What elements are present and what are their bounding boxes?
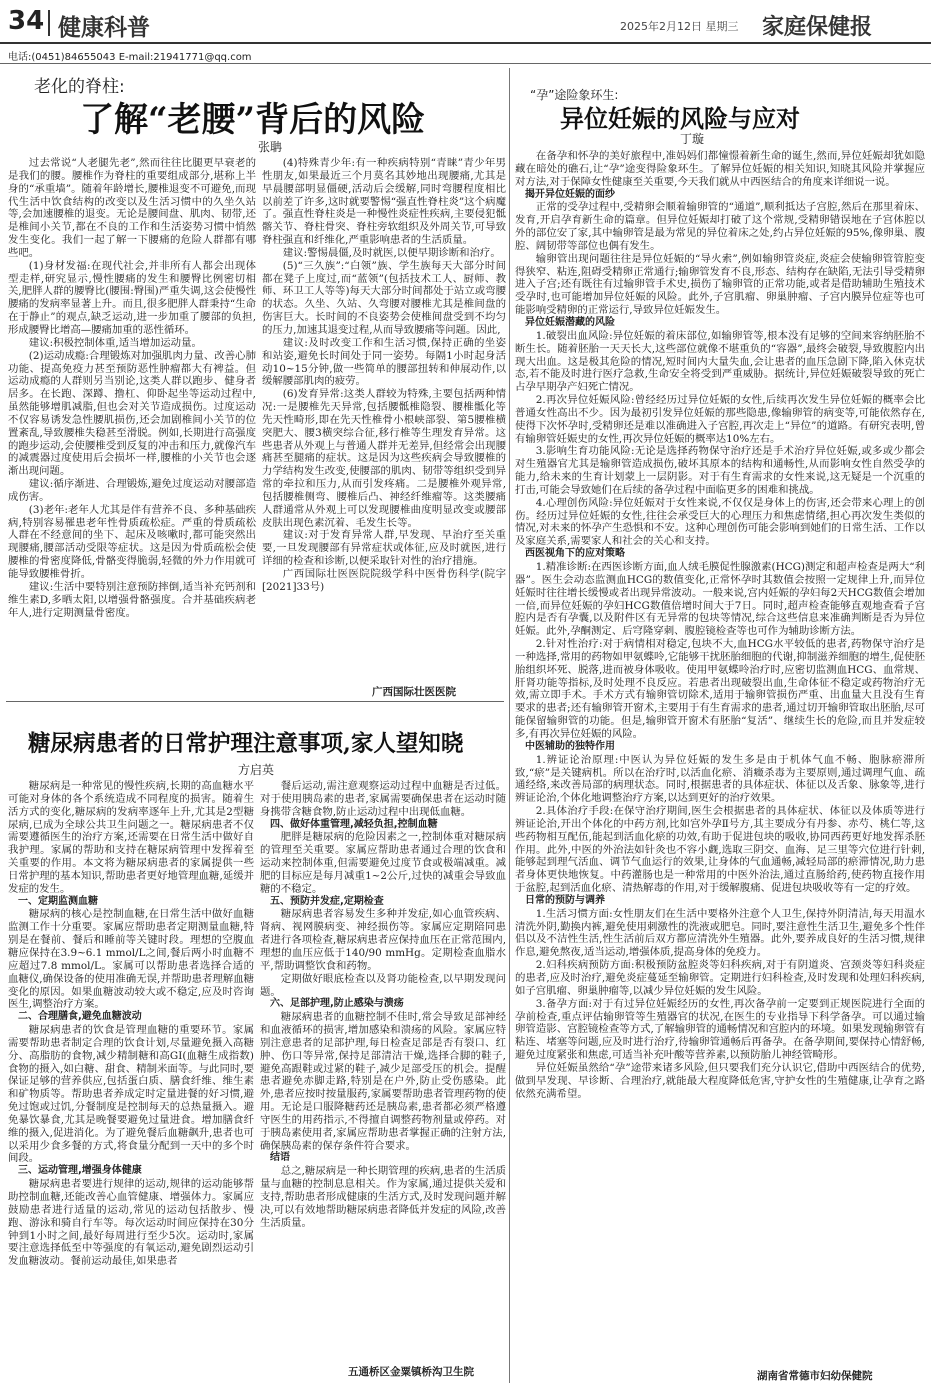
paragraph: 1.辨证论治原理:中医认为异位妊娠的发生多是由于机体气血不畅、胞脉瘀滞所致,“瘀”是关键病机。所以在治疗时,以活血化瘀、消癥杀毒为主要原则,通过调理气血、疏通经络,来改善局部的病理状态。同时,根据患者的具体症状、体征以及舌象、脉象等,进行辨证论治,个体化地调整治疗方案,以达到更好的治疗效果。 [515, 753, 925, 805]
subheading: 四、做好体重管理,减轻负担,控制血糖 [270, 818, 438, 830]
article1-paragraph: 建议:生活中要特别注意预防摔倒,适当补充钙剂和维生素D,多晒太阳,以增强骨骼强度。合并基础疾病老年人,进行定期测量骨密度。 [8, 580, 256, 619]
article1-paragraph: 建议:循序渐进、合理锻炼,避免过度运动对腰部造成伤害。 [8, 478, 256, 503]
subheading: 一、定期监测血糖 [18, 895, 98, 907]
article1-paragraph: 建议:及时改变工作和生活习惯,保持正确的坐姿和站姿,避免长时间处于同一姿势。每隔1小时起身活动10~15分钟,做一些简单的腰部扭转和伸展动作,以缓解腰部肌肉的疲劳。 [262, 336, 506, 388]
paragraph: 1.破裂出血风险:异位妊娠的着床部位,如输卵管等,根本没有足够的空间来容纳胚胎不断生长。随着胚胎一天天长大,这些部位就像不堪重负的“容器”,最终会破裂,导致腹腔内出现大出血。这是极其危险的情况,短时间内大量失血,会让患者的血压急剧下降,陷入休克状态,若不能及时进行医疗急救,生命安全将受到严重威胁。据统计,异位妊娠破裂导致的死亡占孕早期孕产妇死亡情况。 [515, 329, 925, 394]
subheading: 六、足部护理,防止感染与溃疡 [270, 998, 404, 1010]
article3-kicker: “孕”途险象环生: [530, 88, 619, 102]
newspaper-name: 家庭保健报 [762, 15, 873, 40]
contact-line: 电话:(0451)84655043 E-mail:21941771@qq.com [8, 52, 252, 63]
issue-date: 2025年2月12日 星期三 [620, 20, 739, 33]
subheading: 二、合理膳食,避免血糖波动 [18, 1011, 142, 1023]
paragraph: 肥胖是糖尿病的危险因素之一,控制体重对糖尿病的管理至关重要。家属应帮助患者通过合理的饮食和运动来控制体重,但需要避免过度节食或极端减重。减肥的目标应是每月减重1~2公斤,过快的减重会导致血糖的不稳定。 [260, 831, 506, 895]
paragraph: 正常的受孕过程中,受精卵会顺着输卵管的“通道”,顺利抵达子宫腔,然后在那里着床、发育,开启孕育新生命的篇章。但异位妊娠却打破了这个常规,受精卵错误地在子宫体腔以外的部位安了家,其中输卵管是最为常见的异位着床之处,约占异位妊娠的95%,像卵巢、腹腔、阔韧带等部位也偶有发生。 [515, 201, 925, 252]
paragraph: 糖尿病患者的血糖控制不佳时,常会导致足部神经和血液循环的损害,增加感染和溃疡的风险。家属应特别注意患者的足部护理,每日检查足部是否有裂口、红肿、伤口等异常,保持足部清洁干燥,选择合脚的鞋子,避免高跟鞋或过紧的鞋子,减少足部受压的机会。提醒患者避免赤脚走路,特别是在户外,防止受伤感染。此外,患者应按时按量服药,家属要帮助患者管理药物的使用。无论是口服降糖药还是胰岛素,患者都必须严格遵守医生的用药指示,不得擅自调整药物剂量或停药。对于胰岛素使用者,家属应帮助患者掌握正确的注射方法,确保胰岛素的保存条件符合要求。 [260, 1011, 506, 1152]
subheading: 揭开异位妊娠的面纱 [525, 188, 615, 200]
subheading: 异位妊娠潜藏的风险 [525, 316, 615, 328]
paragraph: 1.精准诊断:在西医诊断方面,血人绒毛膜促性腺激素(HCG)测定和超声检查是两大“利器”。医生会动态监测血HCG的数值变化,正常怀孕时其数值会按照一定规律上升,而异位妊娠时往往增长缓慢或者出现异常波动。一般来说,宫内妊娠的孕妇每2天HCG数值会增加一倍,而异位妊娠的孕妇HCG数值倍增时间大于7日。同时,超声检查能够直观地查看子宫腔内是否有孕囊,以及附件区有无异常的包块等情况,综合这些信息来准确判断是否为异位妊娠。此外,孕酮测定、后穹隆穿刺、腹腔镜检查等也可作为辅助诊断方法。 [515, 561, 925, 638]
paragraph: 2.再次异位妊娠风险:曾经经历过异位妊娠的女性,后续再次发生异位妊娠的概率会比普通女性高出不少。因为最初引发异位妊娠的那些隐患,像输卵管的病变等,可能依然存在,使得下次怀孕时,受精卵还是难以准确进入子宫腔,再次走上“异位”的道路。有研究表明,曾有输卵管妊娠史的女性,再次异位妊娠的概率达10%左右。 [515, 394, 925, 445]
page-number: 34 [8, 6, 45, 36]
article2-title: 糖尿病患者的日常护理注意事项,家人望知晓 [28, 731, 464, 757]
paragraph: 餐后运动,需注意观察运动过程中血糖是否过低。对于使用胰岛素的患者,家属需要确保患者在运动时随身携带含糖食物,防止运动过程中出现低血糖。 [260, 780, 506, 818]
article3-signature: 湖南省常德市妇幼保健院 [757, 1370, 873, 1382]
paragraph: 异位妊娠虽然给“孕”途带来诸多风险,但只要我们充分认识它,借助中西医结合的优势,做到早发现、早诊断、合理治疗,就能最大程度降低危害,守护女性的生殖健康,让孕育之路依然充满希望。 [515, 1061, 925, 1100]
paragraph: 2.妇科疾病预防方面:积极预防盆腔炎等妇科疾病,对于有阴道炎、宫颈炎等妇科炎症的患者,应及时治疗,避免炎症蔓延至输卵管。定期进行妇科检查,及时发现和处理妇科疾病,如子宫肌瘤、卵巢肿瘤等,以减少异位妊娠的发生风险。 [515, 959, 925, 997]
subheading: 结语 [270, 1152, 290, 1164]
paragraph: 总之,糖尿病是一种长期管理的疾病,患者的生活质量与血糖的控制息息相关。作为家属,通过提供关爱和支持,帮助患者形成健康的生活方式,及时发现问题并解决,可以有效地帮助糖尿病患者降低并发症的风险,改善生活质量。 [260, 1165, 506, 1229]
article1-paragraph: (6)发育异常:这类人群较为特殊,主要包括两种情况:一是腰椎先天异常,包括腰骶椎隐裂、腰椎骶化等先天性畸形,即在先天性椎骨小根峡部裂、第5腰椎横突肥大、腰3横突综合征,移行椎等生理发育异常。这些患者从外观上与普通人群并无差异,但经常会出现腰痛甚至腿痛的症状。这是因为这些疾病会导致腰椎的力学结构发生改变,使腰部的肌肉、韧带等组织受到异常的牵拉和压力,从而引发疼痛。二是腰椎外观异常,包括腰椎侧弯、腰椎后凸、神经纤维瘤等。这类腰痛人群通常从外观上可以发现腰椎曲度明显改变或腰部皮肤出现色素沉着、毛发生长等。 [262, 388, 506, 529]
article3-column [515, 150, 925, 1362]
contact-rule [0, 63, 931, 64]
article1-paragraph: (2)运动成瘾:合理锻炼对加强肌肉力量、改善心肺功能、提高免疫力甚至预防恶性肿瘤都大有裨益。但运动成瘾的人群则另当别论,这类人群以跑步、健身者居多。在长跑、深蹲、撸杠、仰卧起坐等运动过程中,虽然能够增肌减脂,但也会对关节造成损伤。过度运动不仅容易诱发急性腰肌损伤,还会加剧椎间小关节的位置紊乱,导致腰椎失稳甚至滑脱。例如,长期进行高强度的跑步运动,会使腰椎受到反复的冲击和压力,就像汽车的减震器过度使用后会损坏一样,腰椎的小关节也会逐渐出现问题。 [8, 349, 256, 478]
paragraph: 4.心理创伤风险:异位妊娠对于女性来说,不仅仅是身体上的伤害,还会带来心理上的创伤。经历过异位妊娠的女性,往往会承受巨大的心理压力和焦虑情绪,担心再次发生类似的情况,对未来的怀孕产生恐惧和不安。这种心理创伤可能会影响到她们的日常生活、工作以及家庭关系,需要家人和社会的关心和支持。 [515, 496, 925, 548]
article1-paragraph: 广西国际壮医医院院级学科中医骨伤科学(院字[2021]33号) [262, 568, 506, 593]
article3-author: 丁璇 [680, 132, 705, 146]
article2-signature: 五通桥区金粟镇桥沟卫生院 [348, 1366, 474, 1378]
paragraph: 糖尿病的核心是控制血糖,在日常生活中做好血糖监测工作十分重要。家属应帮助患者定期测量血糖,特别是在餐前、餐后和睡前等关键时段。理想的空腹血糖应保持在3.9~6.1 mmol/L之间,餐后两小时血糖不应超过7.8 mmol/L。家属可以帮助患者选择合适的血糖仪,确保设备的使用准确无误,并帮助患者理解血糖变化的原因。如果血糖波动较大或不稳定,应及时咨询医生,调整治疗方案。 [8, 908, 254, 1011]
article1-paragraph: (3)老年:老年人尤其是伴有营养不良、多种基础疾病,特别容易罹患老年性骨质疏松症。严重的骨质疏松人群在不经意间的坐下、起床及咳嗽时,都可能突然出现腰痛,腰部活动受限等症状。这是因为骨质疏松会使腰椎的骨密度降低,骨骼变得脆弱,轻微的外力作用就可能导致腰椎骨折。 [8, 503, 256, 580]
paragraph: 糖尿病是一种常见的慢性疾病,长期的高血糖水平可能对身体的各个系统造成不同程度的损害。随着生活方式的变化,糖尿病的发病率逐年上升,尤其是2型糖尿病,已成为全球公共卫生问题之一。糖尿病患者不仅需要遵循医生的治疗方案,还需要在日常生活中做好自我护理。家属的帮助和支持在糖尿病管理中发挥着至关重要的作用。本文将为糖尿病患者的家属提供一些日常护理的基本知识,帮助患者更好地管理血糖,延缓并发症的发生。 [8, 780, 254, 895]
paragraph: 糖尿病患者要进行规律的运动,规律的运动能够帮助控制血糖,还能改善心血管健康、增强体力。家属应鼓励患者进行适量的运动,常见的运动包括散步、慢跑、游泳和骑自行车等。每次运动时间应保持在30分钟到1小时之间,最好每周进行至少5次。运动时,家属要注意选择低至中等强度的有氧运动,避免剧烈运动引发血糖波动。餐前运动最佳,如果患者 [8, 1178, 254, 1268]
article3-title: 异位妊娠的风险与应对 [560, 104, 800, 133]
paragraph: 输卵管出现问题往往是异位妊娠的“导火索”,例如输卵管炎症,炎症会使输卵管管腔变得狭窄、粘连,阻碍受精卵正常通行;输卵管发育不良,形态、结构存在缺陷,无法引导受精卵进入子宫;还有既往有过输卵管手术史,损伤了输卵管的正常功能,或者是借助辅助生殖技术受孕时,也可能增加异位妊娠的风险。此外,子宫肌瘤、卵巢肿瘤、子宫内膜异位症等也可能影响受精卵的正常运行,导致异位妊娠发生。 [515, 252, 925, 317]
section-title: 健康科普 [58, 15, 150, 41]
article1-column-1 [8, 157, 256, 679]
article1-paragraph: 建议:警惕晨僵,及时就医,以便早期诊断和治疗。 [282, 246, 501, 259]
article1-paragraph: (1)身材发福:在现代社会,并非所有人都会出现体型走样,研究显示,慢性腰痛的发生和腰臀比例密切相关,肥胖人群的腰臀比(腰围:臀围)严重失调,这会使慢性腰痛的发病率显著上升。而且,很多肥胖人群秉持“生命在于静止”的观点,缺乏运动,进一步加重了腰部的负担,形成腰臀比增高—腰痛加重的恶性循环。 [8, 259, 256, 336]
subheading: 三、运动管理,增强身体健康 [18, 1165, 142, 1177]
paragraph: 定期做好眼底检查以及肾功能检查,以早期发现问题。 [260, 972, 506, 998]
article1-paragraph: 建议:对于发育异常人群,早发现、早治疗至关重要,一旦发现腰部有异常症状或体征,应及时就医,进行详细的检查和诊断,以便采取针对性的治疗措施。 [262, 529, 506, 568]
masthead-divider [48, 10, 50, 36]
article-divider [6, 701, 504, 702]
masthead [0, 0, 931, 44]
article1-title: 了解“老腰”背后的风险 [80, 100, 426, 140]
article2-column-2 [260, 780, 506, 1358]
subheading: 五、预防并发症,定期检查 [270, 895, 384, 907]
article1-kicker: 老化的脊柱: [34, 77, 125, 97]
column-divider [509, 68, 510, 1383]
subheading: 日常的预防与调养 [525, 894, 605, 906]
article2-column-1 [8, 780, 254, 1376]
article1-paragraph: (5)“三久族”:“白领”族、学生族每天大部分时间都在凳子上度过,而“蓝领”(包括技术工人、厨师、教师、环卫工人等等)每天大部分时间都处于站立或弯腰的状态。久坐、久站、久弯腰对腰椎尤其是椎间盘的伤害巨大。长时间的不良姿势会使椎间盘受到不均匀的压力,加速其退变过程,从而导致腰痛等问题。因此, [262, 259, 506, 336]
paragraph: 3.影响生育功能风险:无论是选择药物保守治疗还是手术治疗异位妊娠,或多或少都会对生殖器官尤其是输卵管造成损伤,破坏其原本的结构和通畅性,从而影响女性自然受孕的能力,给未来的生育计划蒙上一层阴影。对于有生育需求的女性来说,这无疑是一个沉重的打击,可能会导致她们在后续的备孕过程中面临更多的困难和挑战。 [515, 445, 925, 496]
paragraph: 在备孕和怀孕的美好旅程中,准妈妈们都憧憬着新生命的诞生,然而,异位妊娠却犹如隐藏在暗处的礁石,让“孕”途变得险象环生。了解异位妊娠的相关知识,知晓其风险并掌握应对方法,对于保障女性健康至关重要,今天我们就从中西医结合的角度来详细说一说。 [515, 150, 925, 188]
article1-paragraph: 过去常说“人老腿先老”,然而往往比腿更早衰老的是我们的腰。腰椎作为脊柱的重要组成部分,堪称上半身的“承重墙”。随着年龄增长,腰椎退变不可避免,而现代生活中饮食结构的改变以及生活习惯中的久坐久站等,会加速腰椎的退变。无论是腰间盘、肌肉、韧带,还是椎间小关节,都在不良的工作和生活姿势习惯中悄然发生变化。我们一起了解一下腰痛的危险人群都有哪些吧。 [8, 157, 256, 259]
paragraph: 2.具体治疗手段:在保守治疗期间,医生会根据患者的具体症状、体征以及体质等进行辨证论治,开出个体化的中药方剂,比如宫外孕Ⅱ号方,其主要成分有丹参、赤芍、桃仁等,这些药物相互配伍,能起到活血化瘀的功效,有助于促进包块的吸收,协同西药更好地发挥杀胚作用。此外,中医的外治法如针灸也不容小觑,选取三阴交、血海、足三里等穴位进行针刺,能够起到理气活血、调节气血运行的效果,让身体的气血通畅,减轻局部的瘀滞情况,助力患者身体更快地恢复。中药灌肠也是一种常用的中医外治法,通过直肠给药,使药物直接作用于盆腔,起到活血化瘀、清热解毒的作用,对于缓解腹痛、促进包块吸收等有一定的疗效。 [515, 805, 925, 895]
paragraph: 2.针对性治疗:对于病情相对稳定,包块不大,血HCG水平较低的患者,药物保守治疗是一种选择,常用的药物如甲氨蝶呤,它能够干扰胚胎细胞的代谢,抑制滋养细胞的增生,促使胚胎组织坏死、脱落,进而被身体吸收。使用甲氨蝶呤治疗时,应密切监测血HCG、血常规、肝肾功能等指标,及时处理不良反应。若患者出现破裂出血,生命体征不稳定或药物治疗无效,需立即手术。手术方式有输卵管切除术,适用于输卵管损伤严重、出血量大且没有生育要求的患者;还有输卵管开窗术,主要用于有生育需求的患者,通过切开输卵管取出胚胎,尽可能保留输卵管的功能。但是,输卵管开窗术有胚胎“复活”、继续生长的危险,而且并发症较多,有再次异位妊娠的风险。 [515, 638, 925, 740]
article1-author: 张聃 [258, 140, 283, 154]
paragraph: 3.备孕方面:对于有过异位妊娠经历的女性,再次备孕前一定要到正规医院进行全面的孕前检查,重点评估输卵管等生殖器官的状况,在医生的专业指导下科学备孕。可以通过输卵管造影、宫腔镜检查等方式,了解输卵管的通畅情况和宫腔内的环境。如果发现输卵管有粘连、堵塞等问题,应及时进行治疗,待输卵管通畅后再备孕。在备孕期间,要保持心情舒畅,避免过度紧张和焦虑,可适当补充叶酸等营养素,以预防胎儿神经管畸形。 [515, 997, 925, 1062]
subheading: 中医辅助的独特作用 [525, 740, 615, 752]
article1-signature: 广西国际壮医医院 [372, 686, 456, 698]
article2-author: 方启英 [238, 763, 275, 777]
paragraph: 糖尿病患者容易发生多种并发症,如心血管疾病、肾病、视网膜病变、神经损伤等。家属应定期陪同患者进行各项检查,糖尿病患者应保持血压在正常范围内,理想的血压应低于140/90 mmHg。定期检查血脂水平,帮助调整饮食和药物。 [260, 908, 506, 972]
paragraph: 1.生活习惯方面:女性朋友们在生活中要格外注意个人卫生,保持外阴清洁,每天用温水清洗外阴,勤换内裤,避免使用刺激性的洗液或肥皂。同时,要注意性生活卫生,避免多个性伴侣以及不洁性生活,性生活前后双方都应清洗外生殖器。此外,要养成良好的生活习惯,规律作息,避免熬夜,适当运动,增强体质,提高身体的免疫力。 [515, 907, 925, 959]
article1-column-2 [262, 157, 506, 679]
paragraph: 糖尿病患者的饮食是管理血糖的重要环节。家属需要帮助患者制定合理的饮食计划,尽量避免摄入高糖分、高脂肪的食物,减少精制糖和高GI(血糖生成指数)食物的摄入,如白糖、甜食、精制米面等。与此同时,要保证足够的营养供应,包括蛋白质、膳食纤维、维生素和矿物质等。帮助患者养成定时定量进餐的好习惯,避免过饱或过饥,分餐制度是控制每天的总热量摄入。避免暴饮暴食,尤其是晚餐要避免过量进食。增加膳食纤维的摄入,促进消化。为了避免餐后血糖飙升,患者也可以采用少食多餐的方式,将食量分配到一天中的多个时间段。 [8, 1024, 254, 1165]
subheading: 西医视角下的应对策略 [525, 548, 625, 560]
article1-paragraph: (4)特殊青少年:有一种疾病特别“青睐”青少年男性朋友,如果最近三个月莫名其妙地出现腰痛,尤其是早晨腰部明显僵硬,活动后会缓解,同时弯腰程度相比以前差了许多,这时就要警惕“强直性脊柱炎”这个病魔了。强直性脊柱炎是一种慢性炎症性疾病,主要侵犯骶髂关节、脊柱骨突、脊柱旁软组织及外周关节,可导致脊柱强直和纤维化,严重影响患者的生活质量。 [262, 157, 506, 247]
article1-paragraph: 建议:积极控制体重,适当增加运动量。 [28, 336, 202, 349]
